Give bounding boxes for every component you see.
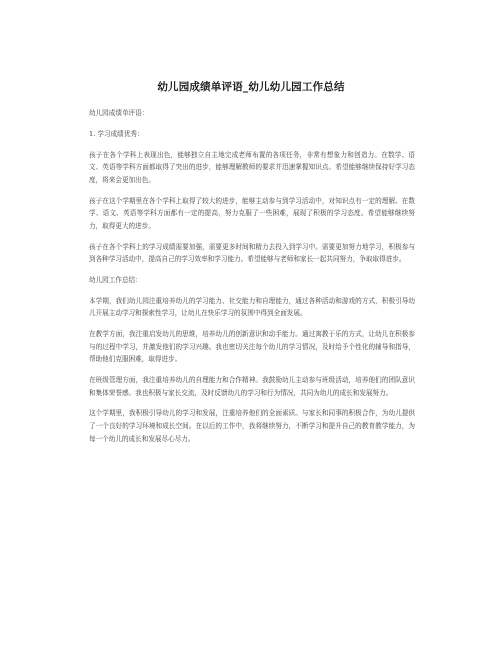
paragraph-summary-1: 本学期，我们幼儿园注重培养幼儿的学习能力、社交能力和自理能力，通过各种活动和游戏的方式，积极引导幼儿开展主动学习和探索性学习，让幼儿在快乐学习的氛围中得到全面发展。 bbox=[89, 296, 415, 318]
paragraph-evaluation-2: 孩子在这个学期里在各个学科上取得了较大的进步，能够主动参与到学习活动中，对知识点有一定的理解。在数学、语文、英语等学科方面都有一定的提高，努力克服了一些困难，展现了积极的学习态度。希望能够继续努力，取得更大的进步。 bbox=[89, 196, 415, 230]
paragraph-summary-4: 这个学期里，我积极引导幼儿的学习和发展，注重培养他们的全面素质。与家长和同事的积极合作，为幼儿提供了一个良好的学习环境和成长空间。在以后的工作中，我将继续努力，不断学习和提升自己的教育教学能力，为每一个幼儿的成长和发展尽心尽力。 bbox=[89, 409, 415, 443]
section-heading-summary: 幼儿园工作总结： bbox=[89, 275, 142, 284]
subheading-excellent: 1. 学习成绩优秀： bbox=[89, 129, 144, 138]
document-body bbox=[89, 107, 415, 453]
paragraph-evaluation-1: 孩子在各个学科上表现出色，能够独立自主地完成老师布置的各项任务，非常有想象力和创造力。在数学、语文、英语等学科方面都取得了突出的进步，能够理解教师的要求并迅速掌握知识点。希望能够继续保持好学习态度，将来会更加出色。 bbox=[89, 150, 415, 184]
paragraph-summary-3: 在班级管理方面，我注重培养幼儿的自理能力和合作精神。我鼓励幼儿主动参与班级活动，培养他们的团队意识和集体荣誉感。我也积极与家长交流，及时反馈幼儿的学习和行为情况，共同为幼儿的成长和发展努力。 bbox=[89, 376, 415, 397]
document-title: 幼儿园成绩单评语_幼儿幼儿园工作总结 bbox=[157, 81, 345, 93]
paragraph-summary-2: 在教学方面，我注重启发幼儿的思维，培养幼儿的创新意识和动手能力。通过寓教于乐的方式，让幼儿在积极参与的过程中学习，并激发他们的学习兴趣。我也密切关注每个幼儿的学习情况，及时给予个性化的辅导和指导，帮助他们克服困难，取得进步。 bbox=[89, 330, 415, 364]
paragraph-evaluation-3: 孩子在各个学科上的学习成绩需要加强，需要更多时间和精力去投入到学习中。需要更加努力地学习，积极参与到各种学习活动中，提高自己的学习效率和学习能力。希望能够与老师和家长一起共同努力，争取取得进步。 bbox=[89, 242, 415, 264]
section-heading-evaluation: 幼儿园成绩单评语： bbox=[89, 109, 149, 117]
